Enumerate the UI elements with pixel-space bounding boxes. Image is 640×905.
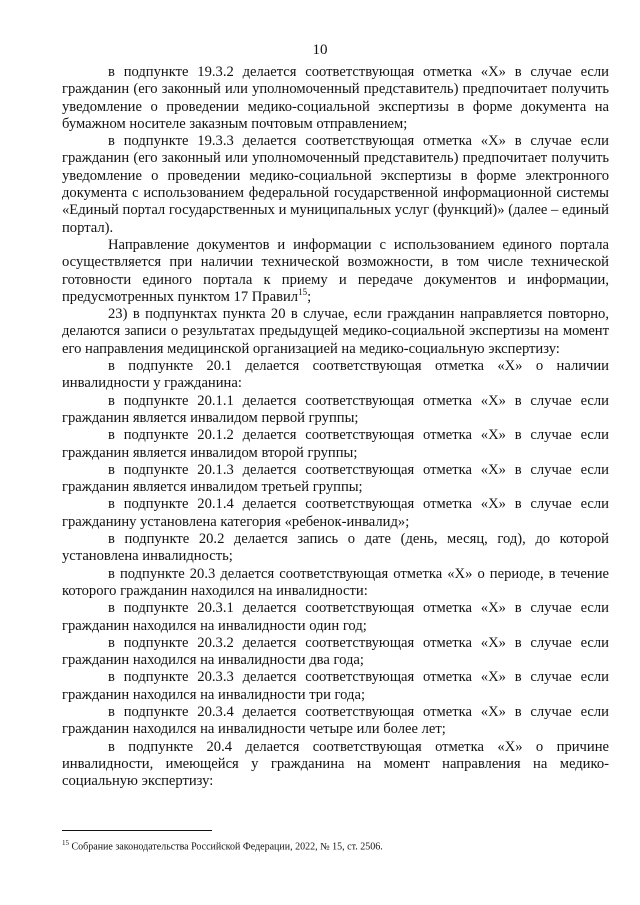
paragraph: в подпункте 20.1.4 делается соответствующая отметка «Х» в случае если гражданину установлена категория «ребенок-инвалид»; xyxy=(62,496,609,530)
footnote-number: 15 xyxy=(62,839,69,847)
paragraph: в подпункте 19.3.3 делается соответствующая отметка «Х» в случае если гражданин (его законный или уполномоченный представитель) предпочитает получить уведомление о проведении медико-социальной экспертизы в форме электронного документа с использованием федеральной государственной информационной системы «Единый портал государственных и муниципальных услуг (функций)» (далее – единый портал). xyxy=(62,133,609,236)
paragraph: в подпункте 20.3 делается соответствующая отметка «Х» о периоде, в течение которого гражданин находился на инвалидности: xyxy=(62,565,609,599)
paragraph: в подпункте 20.2 делается запись о дате (день, месяц, год), до которой установлена инвалидность; xyxy=(62,531,609,565)
paragraph xyxy=(62,237,609,306)
document-body xyxy=(62,64,609,790)
page-number: 10 xyxy=(312,42,328,58)
paragraph: в подпункте 19.3.2 делается соответствующая отметка «Х» в случае если гражданин (его законный или уполномоченный представитель) предпочитает получить уведомление о проведении медико-социальной экспертизы в форме документа на бумажном носителе заказным почтовым отправлением; xyxy=(62,64,609,132)
paragraph: в подпункте 20.1.1 делается соответствующая отметка «Х» в случае если гражданин является инвалидом первой группы; xyxy=(62,392,609,426)
paragraph: в подпункте 20.1.2 делается соответствующая отметка «Х» в случае если гражданин является инвалидом второй группы; xyxy=(62,427,609,461)
paragraph: в подпункте 20.3.2 делается соответствующая отметка «Х» в случае если гражданин находился на инвалидности два года; xyxy=(62,634,609,669)
footnote-reference: 15 xyxy=(298,287,308,297)
footnote-divider xyxy=(62,830,212,831)
paragraph: в подпункте 20.3.4 делается соответствующая отметка «Х» в случае если гражданин находился на инвалидности четыре или более лет; xyxy=(62,703,609,738)
footnote xyxy=(62,837,609,853)
paragraph: в подпункте 20.4 делается соответствующая отметка «Х» о причине инвалидности, имеющейся у гражданина на момент направления на медико-социальную экспертизу: xyxy=(62,738,609,790)
paragraph: в подпункте 20.1 делается соответствующая отметка «Х» о наличии инвалидности у гражданина: xyxy=(62,358,609,392)
paragraph: в подпункте 20.3.1 делается соответствующая отметка «Х» в случае если гражданин находился на инвалидности один год; xyxy=(62,600,609,634)
paragraph: в подпункте 20.3.3 делается соответствующая отметка «Х» в случае если гражданин находился на инвалидности три года; xyxy=(62,669,609,703)
paragraph-punctuation: ; xyxy=(307,288,312,305)
footnote-text: Собрание законодательства Российской Федерации, 2022, № 15, ст. 2506. xyxy=(69,841,383,853)
paragraph-text: Направление документов и информации с использованием единого портала осуществляется при наличии технической возможности, в том числе технической готовности единого портала к приему и передаче документов и информации, предусмотренных пунктом 17 Правил xyxy=(62,236,609,305)
paragraph: 23) в подпунктах пункта 20 в случае, если гражданин направляется повторно, делаются записи о результатах предыдущей медико-социальной экспертизы на момент его направления медицинской организацией на медико-социальную экспертизу: xyxy=(62,306,609,357)
paragraph: в подпункте 20.1.3 делается соответствующая отметка «Х» в случае если гражданин является инвалидом третьей группы; xyxy=(62,461,609,496)
